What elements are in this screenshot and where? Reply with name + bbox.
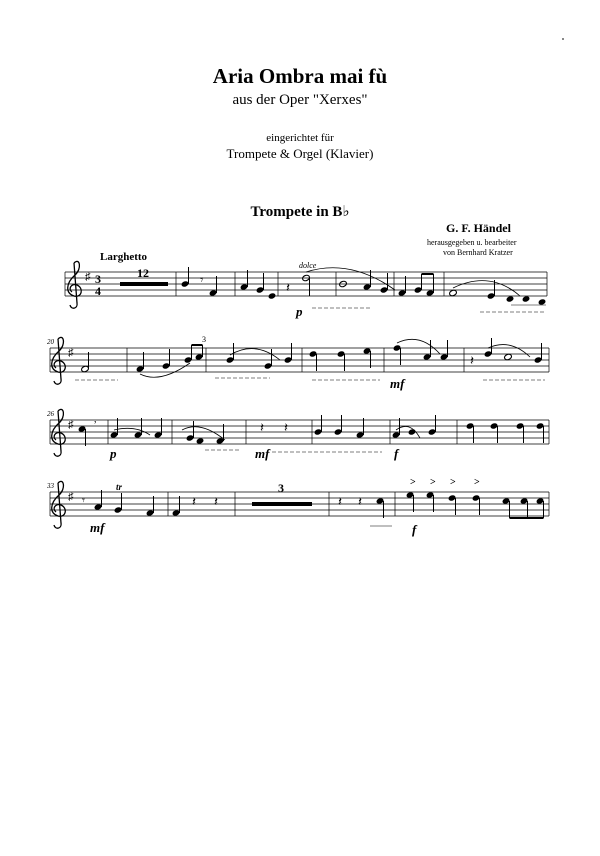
svg-text:𝄾: 𝄾 — [200, 272, 204, 287]
svg-text:𝄽: 𝄽 — [284, 420, 288, 435]
svg-text:>: > — [410, 477, 416, 488]
instrument-name: Trompete in B♭ — [250, 204, 350, 220]
svg-text:,: , — [94, 414, 97, 425]
svg-text:>: > — [474, 477, 480, 488]
composer-name: G. F. Händel — [446, 221, 511, 235]
treble-clef-icon — [68, 261, 82, 308]
svg-text:>: > — [430, 477, 436, 488]
dolce-marking: dolce — [299, 261, 317, 270]
arranged-for-instruments: Trompete & Orgel (Klavier) — [226, 146, 374, 161]
dynamic-p-1: p — [296, 304, 303, 319]
staff-system-4 — [46, 477, 549, 537]
dynamic-mf-1: mf — [390, 376, 405, 391]
svg-text:3: 3 — [202, 335, 206, 344]
svg-text:>: > — [450, 477, 456, 488]
key-signature-sharp: ♯ — [68, 491, 74, 503]
key-signature-sharp: ♯ — [85, 271, 91, 283]
measure-number-20: 20 — [47, 338, 54, 346]
svg-text:𝄽: 𝄽 — [338, 494, 342, 509]
svg-text:𝄾: 𝄾 — [82, 495, 85, 507]
dynamic-mf-3: mf — [90, 520, 105, 535]
dynamic-f-2: f — [412, 522, 417, 537]
time-signature-bottom: 4 — [95, 284, 101, 298]
trill-marking: tr — [116, 482, 123, 492]
measure-number-26: 26 — [47, 410, 54, 418]
dynamic-p-2: p — [110, 446, 117, 461]
svg-text:𝄽: 𝄽 — [286, 280, 290, 295]
multi-measure-rest-2-count: 3 — [278, 481, 284, 495]
editor-credit-line-1: herausgegeben u. bearbeiter — [427, 238, 517, 247]
key-signature-sharp: ♯ — [68, 419, 74, 431]
svg-text:𝄽: 𝄽 — [214, 494, 218, 509]
key-signature-sharp: ♯ — [68, 347, 74, 359]
staff-system-2 — [47, 335, 549, 391]
time-signature-top: 3 — [95, 272, 101, 286]
dynamic-f-1: f — [394, 446, 399, 461]
tempo-marking: Larghetto — [100, 251, 148, 263]
piece-subtitle: aus der Oper "Xerxes" — [232, 92, 368, 108]
svg-text:𝄽: 𝄽 — [358, 494, 362, 509]
svg-text:𝄽: 𝄽 — [192, 494, 196, 509]
staff-system-3 — [47, 409, 549, 461]
svg-text:𝄽: 𝄽 — [260, 420, 264, 435]
staff-system-1 — [65, 261, 547, 319]
measure-number-33: 33 — [47, 482, 54, 490]
svg-text:𝄽: 𝄽 — [470, 353, 474, 368]
editor-credit-line-2: von Bernhard Kratzer — [443, 248, 513, 257]
dynamic-mf-2: mf — [255, 446, 270, 461]
piece-title: Aria Ombra mai fù — [212, 64, 388, 88]
arranged-for-label: eingerichtet für — [266, 132, 334, 144]
multi-measure-rest-1-count: 12 — [137, 266, 149, 280]
